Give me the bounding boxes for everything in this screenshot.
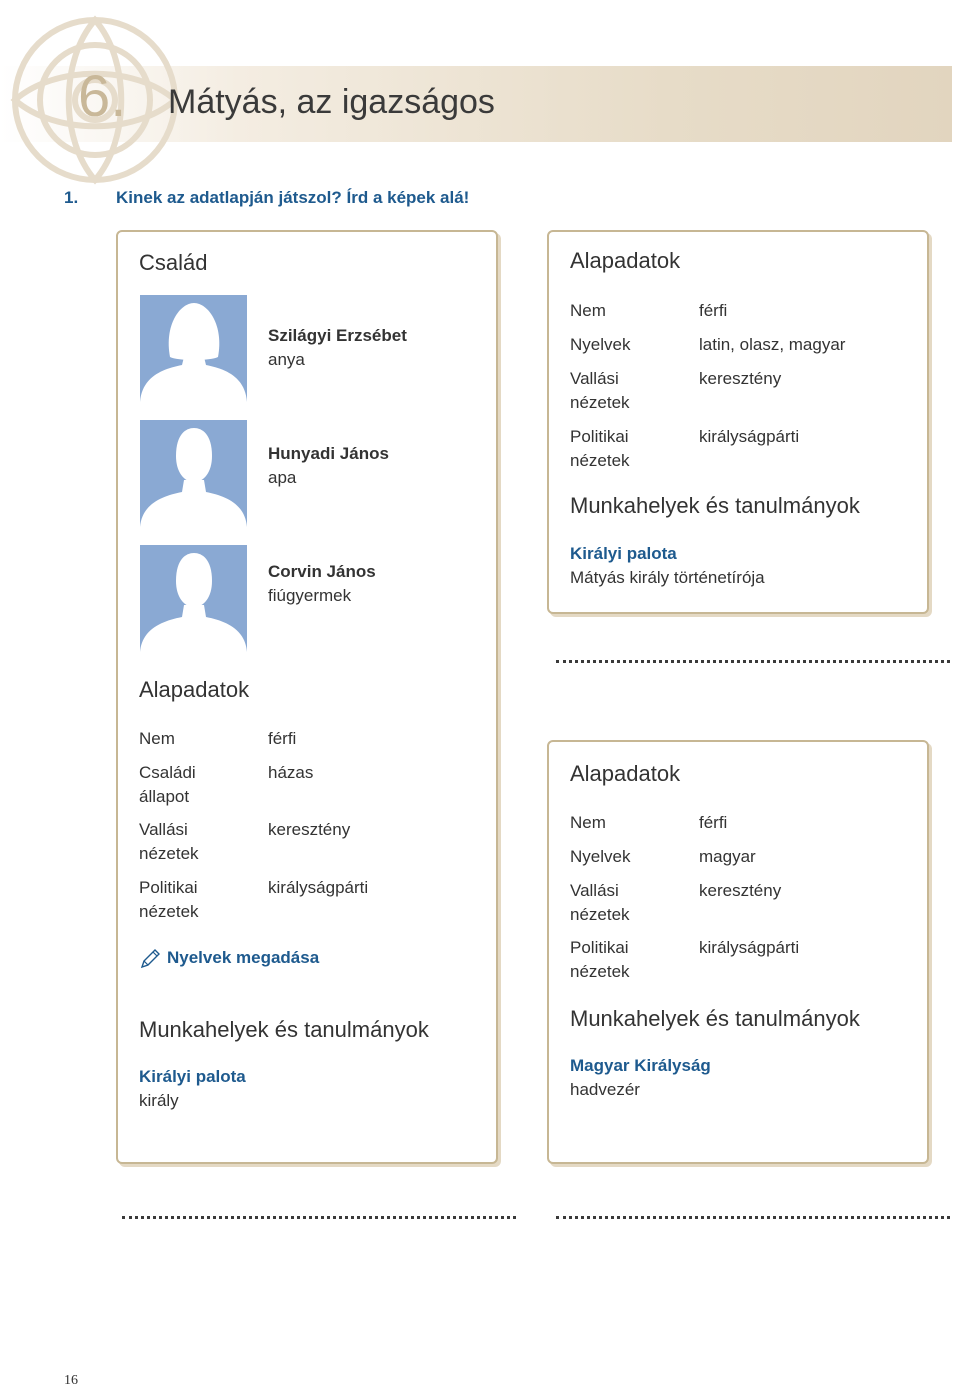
relative-name: Szilágyi Erzsébet [268, 326, 407, 345]
male-silhouette-icon [140, 420, 247, 527]
chapter-title: Mátyás, az igazságos [168, 83, 495, 121]
female-silhouette-icon [140, 295, 247, 402]
task-text: Kinek az adatlapján játszol? Írd a képek alá! [116, 188, 470, 207]
field-label: Nyelvek [570, 335, 631, 354]
add-languages-label: Nyelvek megadása [167, 948, 320, 967]
relative-name: Corvin János [268, 562, 376, 581]
field-label: Vallási nézetek [139, 820, 199, 863]
pencil-icon [139, 948, 161, 970]
work-title: Munkahelyek és tanulmányok [139, 1017, 429, 1042]
relative-name: Hunyadi János [268, 444, 389, 463]
task-instruction [64, 188, 664, 212]
field-label: Nem [139, 729, 175, 748]
basic-data-title: Alapadatok [570, 248, 681, 273]
answer-line[interactable] [556, 656, 950, 663]
position-text: király [139, 1091, 179, 1110]
field-value: királyságpárti [268, 878, 369, 897]
basic-data-title: Alapadatok [570, 761, 681, 786]
page-number: 16 [64, 1373, 78, 1388]
workplace-link[interactable]: Királyi palota [139, 1067, 246, 1086]
field-value: férfi [699, 301, 728, 320]
avatar [140, 545, 247, 652]
field-value: házas [268, 763, 314, 782]
field-value: keresztény [699, 369, 782, 388]
field-label: Vallási nézetek [570, 881, 630, 924]
answer-line[interactable] [122, 1212, 516, 1219]
avatar [140, 420, 247, 527]
field-value: latin, olasz, magyar [699, 335, 846, 354]
chapter-number: 6. [78, 64, 127, 129]
work-title: Munkahelyek és tanulmányok [570, 493, 860, 518]
relative-role: apa [268, 468, 297, 487]
field-label: Családi állapot [139, 763, 196, 806]
field-label: Nem [570, 813, 606, 832]
field-label: Nyelvek [570, 847, 631, 866]
field-label: Vallási nézetek [570, 369, 630, 412]
field-label: Nem [570, 301, 606, 320]
work-title: Munkahelyek és tanulmányok [570, 1006, 860, 1031]
workplace-link[interactable]: Királyi palota [570, 544, 677, 563]
task-number: 1. [64, 188, 79, 207]
workplace-link[interactable]: Magyar Királyság [570, 1056, 711, 1075]
answer-line[interactable] [556, 1212, 950, 1219]
male-silhouette-icon [140, 545, 247, 652]
basic-data-title: Alapadatok [139, 677, 250, 702]
field-value: királyságpárti [699, 427, 800, 446]
field-value: férfi [268, 729, 297, 748]
field-value: keresztény [699, 881, 782, 900]
field-value: magyar [699, 847, 756, 866]
field-label: Politikai nézetek [570, 427, 630, 470]
avatar [140, 295, 247, 402]
family-title: Család [139, 250, 208, 275]
position-text: hadvezér [570, 1080, 640, 1099]
field-label: Politikai nézetek [139, 878, 199, 921]
field-value: keresztény [268, 820, 351, 839]
relative-role: anya [268, 350, 305, 369]
add-languages-link[interactable] [139, 946, 359, 972]
field-value: férfi [699, 813, 728, 832]
relative-role: fiúgyermek [268, 586, 352, 605]
field-value: királyságpárti [699, 938, 800, 957]
field-label: Politikai nézetek [570, 938, 630, 981]
position-text: Mátyás király történetírója [570, 568, 765, 587]
